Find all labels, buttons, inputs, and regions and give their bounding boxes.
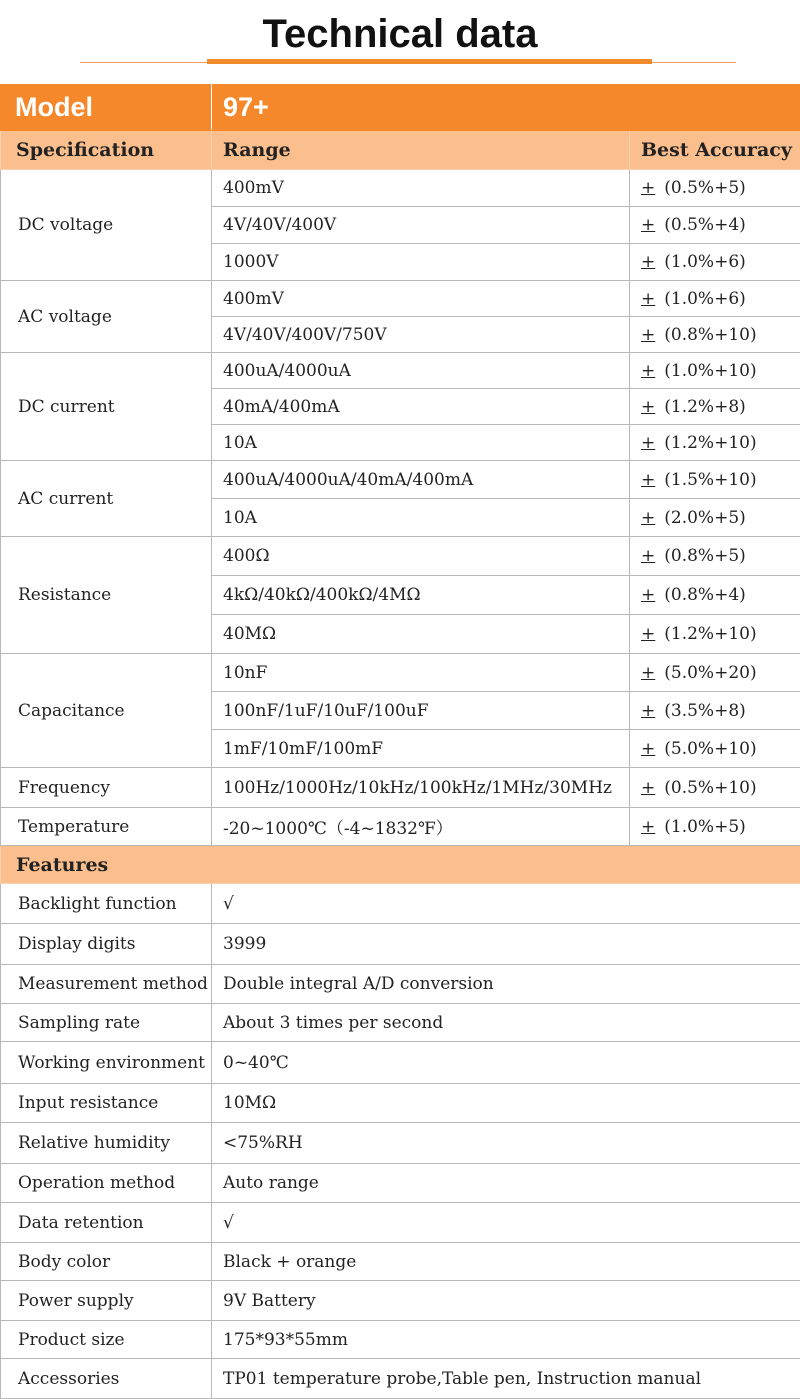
feature-row <box>1 884 800 924</box>
spec-row <box>1 461 800 499</box>
header-specification: Specification <box>1 131 212 170</box>
feature-row <box>1 1084 800 1123</box>
spec-range: 400uA/4000uA/40mA/400mA <box>212 461 630 499</box>
plus-minus-icon: + <box>641 817 655 837</box>
plus-minus-icon: + <box>641 585 655 605</box>
spec-accuracy-cell <box>630 244 800 281</box>
spec-accuracy-cell <box>630 654 800 692</box>
spec-range: 10A <box>212 499 630 537</box>
spec-accuracy-cell <box>630 730 800 768</box>
spec-accuracy: (0.5%+10) <box>664 778 756 798</box>
spec-accuracy: (3.5%+8) <box>664 701 746 721</box>
feature-name: Body color <box>1 1243 212 1281</box>
header-accuracy: Best Accuracy <box>630 131 800 170</box>
feature-row <box>1 1123 800 1164</box>
spec-range: 4V/40V/400V <box>212 207 630 244</box>
feature-name: Measurement method <box>1 965 212 1004</box>
plus-minus-icon: + <box>641 663 655 683</box>
spec-accuracy: (1.0%+10) <box>664 361 756 381</box>
spec-range: 10nF <box>212 654 630 692</box>
spec-row <box>1 808 800 846</box>
spec-row <box>1 654 800 692</box>
feature-row <box>1 1203 800 1243</box>
feature-value: 0~40℃ <box>212 1042 800 1084</box>
plus-minus-icon: + <box>641 778 655 798</box>
feature-value: Double integral A/D conversion <box>212 965 800 1004</box>
spec-range: 4V/40V/400V/750V <box>212 317 630 353</box>
spec-range: -20~1000℃（-4~1832℉） <box>212 808 630 846</box>
feature-name: Sampling rate <box>1 1004 212 1042</box>
spec-accuracy: (2.0%+5) <box>664 508 746 528</box>
spec-accuracy-cell <box>630 808 800 846</box>
title-divider-accent <box>207 59 652 64</box>
spec-row <box>1 170 800 207</box>
plus-minus-icon: + <box>641 178 655 198</box>
spec-accuracy: (1.0%+6) <box>664 289 746 309</box>
feature-name: Backlight function <box>1 884 212 924</box>
feature-value: TP01 temperature probe,Table pen, Instruction manual <box>212 1359 800 1399</box>
spec-accuracy: (0.8%+5) <box>664 546 746 566</box>
plus-minus-icon: + <box>641 701 655 721</box>
feature-name: Relative humidity <box>1 1123 212 1164</box>
feature-name: Input resistance <box>1 1084 212 1123</box>
spec-range: 400Ω <box>212 537 630 576</box>
feature-value: 10MΩ <box>212 1084 800 1123</box>
spec-name: Frequency <box>1 768 212 808</box>
feature-row <box>1 924 800 965</box>
feature-name: Product size <box>1 1321 212 1359</box>
spec-accuracy: (1.2%+10) <box>664 433 756 453</box>
spec-accuracy-cell <box>630 207 800 244</box>
spec-accuracy: (5.0%+20) <box>664 663 756 683</box>
spec-row <box>1 353 800 389</box>
spec-range: 400mV <box>212 170 630 207</box>
plus-minus-icon: + <box>641 546 655 566</box>
feature-row <box>1 1042 800 1084</box>
spec-name: Capacitance <box>1 654 212 768</box>
plus-minus-icon: + <box>641 361 655 381</box>
spec-accuracy: (0.5%+5) <box>664 178 746 198</box>
spec-accuracy-cell <box>630 317 800 353</box>
spec-range: 100Hz/1000Hz/10kHz/100kHz/1MHz/30MHz <box>212 768 630 808</box>
spec-row <box>1 281 800 317</box>
spec-range: 1000V <box>212 244 630 281</box>
spec-name: DC voltage <box>1 170 212 281</box>
feature-name: Data retention <box>1 1203 212 1243</box>
spec-range: 400mV <box>212 281 630 317</box>
spec-accuracy-cell <box>630 499 800 537</box>
feature-value: About 3 times per second <box>212 1004 800 1042</box>
spec-range: 4kΩ/40kΩ/400kΩ/4MΩ <box>212 576 630 615</box>
feature-name: Accessories <box>1 1359 212 1399</box>
plus-minus-icon: + <box>641 433 655 453</box>
spec-accuracy-cell <box>630 389 800 425</box>
plus-minus-icon: + <box>641 624 655 644</box>
spec-row <box>1 537 800 576</box>
spec-accuracy-cell <box>630 692 800 730</box>
spec-accuracy-cell <box>630 281 800 317</box>
feature-value: 175*93*55mm <box>212 1321 800 1359</box>
spec-range: 1mF/10mF/100mF <box>212 730 630 768</box>
feature-name: Power supply <box>1 1281 212 1321</box>
spec-name: AC current <box>1 461 212 537</box>
model-label: Model <box>1 85 212 131</box>
spec-accuracy-cell <box>630 425 800 461</box>
features-title: Features <box>1 846 800 884</box>
spec-accuracy-cell <box>630 461 800 499</box>
header-range: Range <box>212 131 630 170</box>
spec-accuracy: (0.8%+4) <box>664 585 746 605</box>
feature-value: <75%RH <box>212 1123 800 1164</box>
model-value: 97+ <box>212 85 800 131</box>
spec-range: 100nF/1uF/10uF/100uF <box>212 692 630 730</box>
plus-minus-icon: + <box>641 215 655 235</box>
spec-accuracy-cell <box>630 576 800 615</box>
spec-accuracy-cell <box>630 537 800 576</box>
spec-accuracy: (0.8%+10) <box>664 325 756 345</box>
page-title: Technical data <box>0 12 800 57</box>
feature-value: Black + orange <box>212 1243 800 1281</box>
feature-row <box>1 1359 800 1399</box>
plus-minus-icon: + <box>641 508 655 528</box>
features-section-header <box>1 846 800 884</box>
spec-name: Temperature <box>1 808 212 846</box>
feature-value: 9V Battery <box>212 1281 800 1321</box>
plus-minus-icon: + <box>641 252 655 272</box>
spec-accuracy: (1.0%+6) <box>664 252 746 272</box>
spec-accuracy: (0.5%+4) <box>664 215 746 235</box>
spec-accuracy: (5.0%+10) <box>664 739 756 759</box>
spec-row <box>1 768 800 808</box>
header-row <box>1 131 800 170</box>
spec-accuracy: (1.2%+10) <box>664 624 756 644</box>
feature-row <box>1 1243 800 1281</box>
spec-name: AC voltage <box>1 281 212 353</box>
plus-minus-icon: + <box>641 289 655 309</box>
feature-row <box>1 965 800 1004</box>
spec-range: 40mA/400mA <box>212 389 630 425</box>
spec-accuracy-cell <box>630 615 800 654</box>
spec-range: 40MΩ <box>212 615 630 654</box>
feature-value: 3999 <box>212 924 800 965</box>
spec-accuracy-cell <box>630 768 800 808</box>
spec-accuracy: (1.2%+8) <box>664 397 746 417</box>
feature-row <box>1 1164 800 1203</box>
feature-value: √ <box>212 884 800 924</box>
spec-name: DC current <box>1 353 212 461</box>
spec-accuracy: (1.0%+5) <box>664 817 746 837</box>
spec-range: 400uA/4000uA <box>212 353 630 389</box>
feature-name: Operation method <box>1 1164 212 1203</box>
feature-name: Display digits <box>1 924 212 965</box>
plus-minus-icon: + <box>641 739 655 759</box>
spec-accuracy: (1.5%+10) <box>664 470 756 490</box>
spec-name: Resistance <box>1 537 212 654</box>
plus-minus-icon: + <box>641 470 655 490</box>
feature-row <box>1 1281 800 1321</box>
spec-accuracy-cell <box>630 170 800 207</box>
feature-row <box>1 1321 800 1359</box>
spec-range: 10A <box>212 425 630 461</box>
feature-name: Working environment <box>1 1042 212 1084</box>
feature-value: Auto range <box>212 1164 800 1203</box>
feature-row <box>1 1004 800 1042</box>
plus-minus-icon: + <box>641 397 655 417</box>
spec-accuracy-cell <box>630 353 800 389</box>
technical-data-table <box>0 84 800 1399</box>
feature-value: √ <box>212 1203 800 1243</box>
model-row <box>1 85 800 131</box>
plus-minus-icon: + <box>641 325 655 345</box>
